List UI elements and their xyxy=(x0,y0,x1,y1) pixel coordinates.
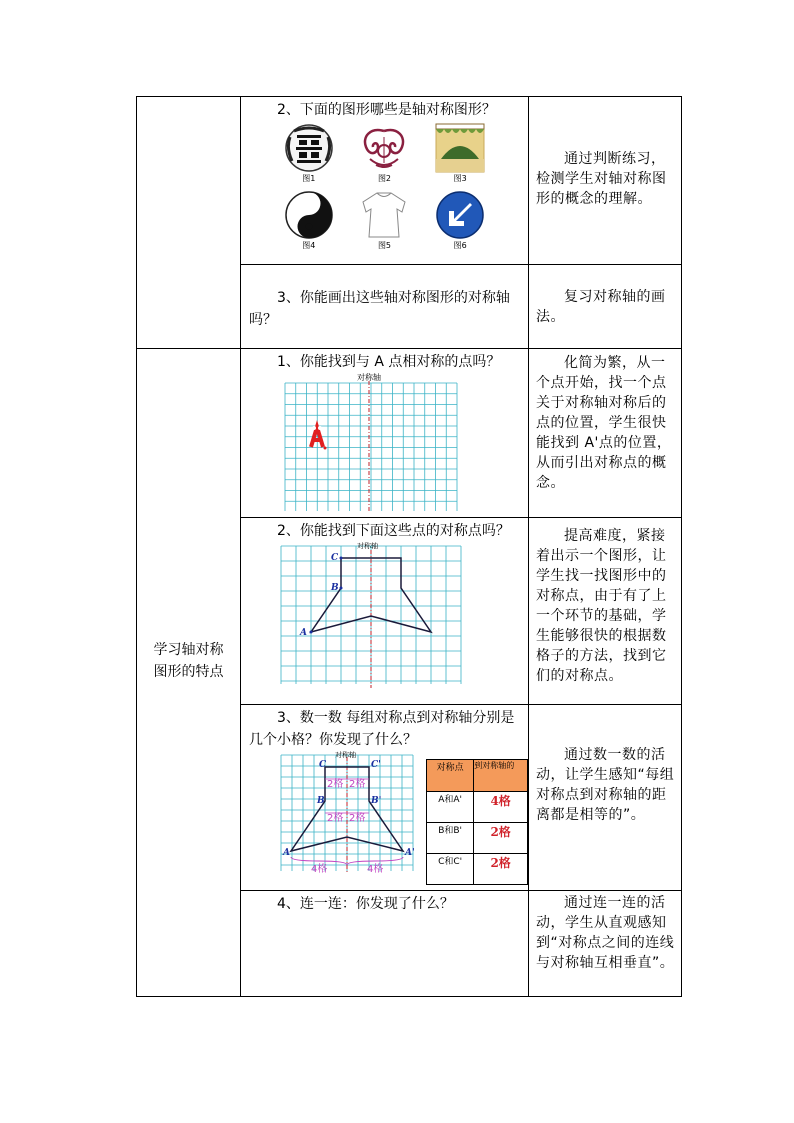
s3-note-cell xyxy=(529,705,682,891)
cmp-header-dist: 到对称轴的 xyxy=(474,760,528,792)
s2-note: 提高难度，紧接着出示一个图形，让学生找一找图形中的对称点，由于有了上一个环节的基础，学生能够很快的根据数格子的方法，找到它们的对称点。 xyxy=(536,528,667,684)
q3-note: 复习对称轴的画法。 xyxy=(536,289,666,325)
q3-content xyxy=(241,265,529,349)
figure-6-caption: 图6 xyxy=(453,241,467,250)
cmp-pair-a: A和A' xyxy=(427,792,474,823)
s3-dist-c-right: 2格 xyxy=(349,779,366,790)
figure-3-caption: 图3 xyxy=(453,174,467,183)
s2-text: 2、你能找到下面这些点的对称点吗？ xyxy=(277,523,510,539)
cmp-header-pair: 对称点 xyxy=(427,760,474,792)
s3-dist-b-left: 2格 xyxy=(327,813,344,824)
s3-text: 3、数一数 每组对称点到对称轴分别是几个小格？你发现了什么？ xyxy=(249,710,515,748)
s3-point-b-prime: B' xyxy=(371,796,382,806)
stage-label: 学习轴对称图形的特点 xyxy=(153,642,224,680)
cmp-pair-c: C和C' xyxy=(427,854,474,885)
phoenix-pattern-icon xyxy=(356,123,412,173)
s4-content xyxy=(241,891,529,997)
shirt-icon xyxy=(359,190,409,240)
s1-grid xyxy=(281,373,461,513)
s4-note-cell xyxy=(529,891,682,997)
s3-note: 通过数一数的活动，让学生感知“每组对称点到对称轴的距离都是相等的”。 xyxy=(536,747,675,823)
figures-row-1 xyxy=(241,123,528,184)
s3-axis-label: 对称轴 xyxy=(335,751,356,759)
cmp-value-b: 2格 xyxy=(474,823,528,854)
s1-text: 1、你能找到与 A 点相对称的点吗？ xyxy=(277,354,501,370)
s4-text: 4、连一连：你发现了什么？ xyxy=(277,896,454,912)
q2-content xyxy=(241,97,529,265)
figure-6 xyxy=(425,190,495,251)
figure-2 xyxy=(349,123,419,184)
s1-note: 化简为繁，从一个点开始，找一个点关于对称轴对称后的点的位置，学生很快能找到 A'点的位置，从而引出对称点的概念。 xyxy=(536,355,672,491)
figures-row-2 xyxy=(241,190,528,251)
figure-5-caption: 图5 xyxy=(377,241,392,250)
s2-grid-figure xyxy=(281,542,528,692)
s2-content xyxy=(241,518,529,705)
s3-dist-a-left: 4格 xyxy=(311,864,328,875)
cmp-row-a xyxy=(427,792,528,823)
s2-point-b: B xyxy=(331,583,339,593)
stage-cell-top xyxy=(137,97,241,349)
s3-point-b: B xyxy=(317,796,325,806)
cmp-header-row xyxy=(427,760,528,792)
figure-2-caption: 图2 xyxy=(377,174,392,183)
s3-content xyxy=(241,705,529,891)
stage-cell xyxy=(137,349,241,997)
s1-axis-label: 对称轴 xyxy=(357,373,381,382)
s3-point-a: A xyxy=(283,848,290,858)
arrow-sign-icon xyxy=(435,190,485,240)
letter-a-figure xyxy=(311,426,327,450)
cmp-value-c: 2格 xyxy=(474,854,528,885)
figure-3 xyxy=(425,123,495,184)
s2-point-a: A xyxy=(300,628,307,638)
q2-note-cell xyxy=(529,97,682,265)
s3-grid xyxy=(281,751,413,873)
s3-comparison-table xyxy=(426,759,528,885)
s2-note-cell xyxy=(529,518,682,705)
s4-note: 通过连一连的活动，学生从直观感知到“对称点之间的连线与对称轴互相垂直”。 xyxy=(536,895,675,971)
s3-dist-a-right: 4格 xyxy=(367,864,384,875)
figure-4 xyxy=(274,190,344,251)
s3-dist-c-left: 2格 xyxy=(327,779,344,790)
s3-point-a-prime: A' xyxy=(405,848,415,858)
s1-content xyxy=(241,349,529,518)
row-q2 xyxy=(137,97,682,265)
cmp-row-c xyxy=(427,854,528,885)
lesson-table xyxy=(136,96,682,997)
figure-5 xyxy=(349,190,419,251)
row-s1 xyxy=(137,349,682,518)
figure-1 xyxy=(274,123,344,184)
s2-axis-label: 对称轴 xyxy=(357,542,378,550)
cmp-value-a: 4格 xyxy=(474,792,528,823)
s3-point-c-prime: C' xyxy=(371,760,381,770)
q2-note: 通过判断练习，检测学生对轴对称图形的概念的理解。 xyxy=(536,151,667,207)
s2-point-c: C xyxy=(331,553,339,563)
double-happiness-icon xyxy=(284,123,334,173)
cmp-row-b xyxy=(427,823,528,854)
q3-note-cell xyxy=(529,265,682,349)
s3-point-c: C xyxy=(319,760,327,770)
cmp-pair-b: B和B' xyxy=(427,823,474,854)
yin-yang-icon xyxy=(284,190,334,240)
figure-1-caption: 图1 xyxy=(302,174,316,183)
s2-grid xyxy=(281,542,467,688)
s1-note-cell xyxy=(529,349,682,518)
s1-grid-figure xyxy=(281,373,528,517)
figure-4-caption: 图4 xyxy=(302,241,316,250)
s3-dist-b-right: 2格 xyxy=(349,813,366,824)
bridge-arches-icon xyxy=(435,123,485,173)
q2-text: 2、下面的图形哪些是轴对称图形？ xyxy=(277,102,496,118)
q3-text: 3、你能画出这些轴对称图形的对称轴吗？ xyxy=(249,290,510,328)
